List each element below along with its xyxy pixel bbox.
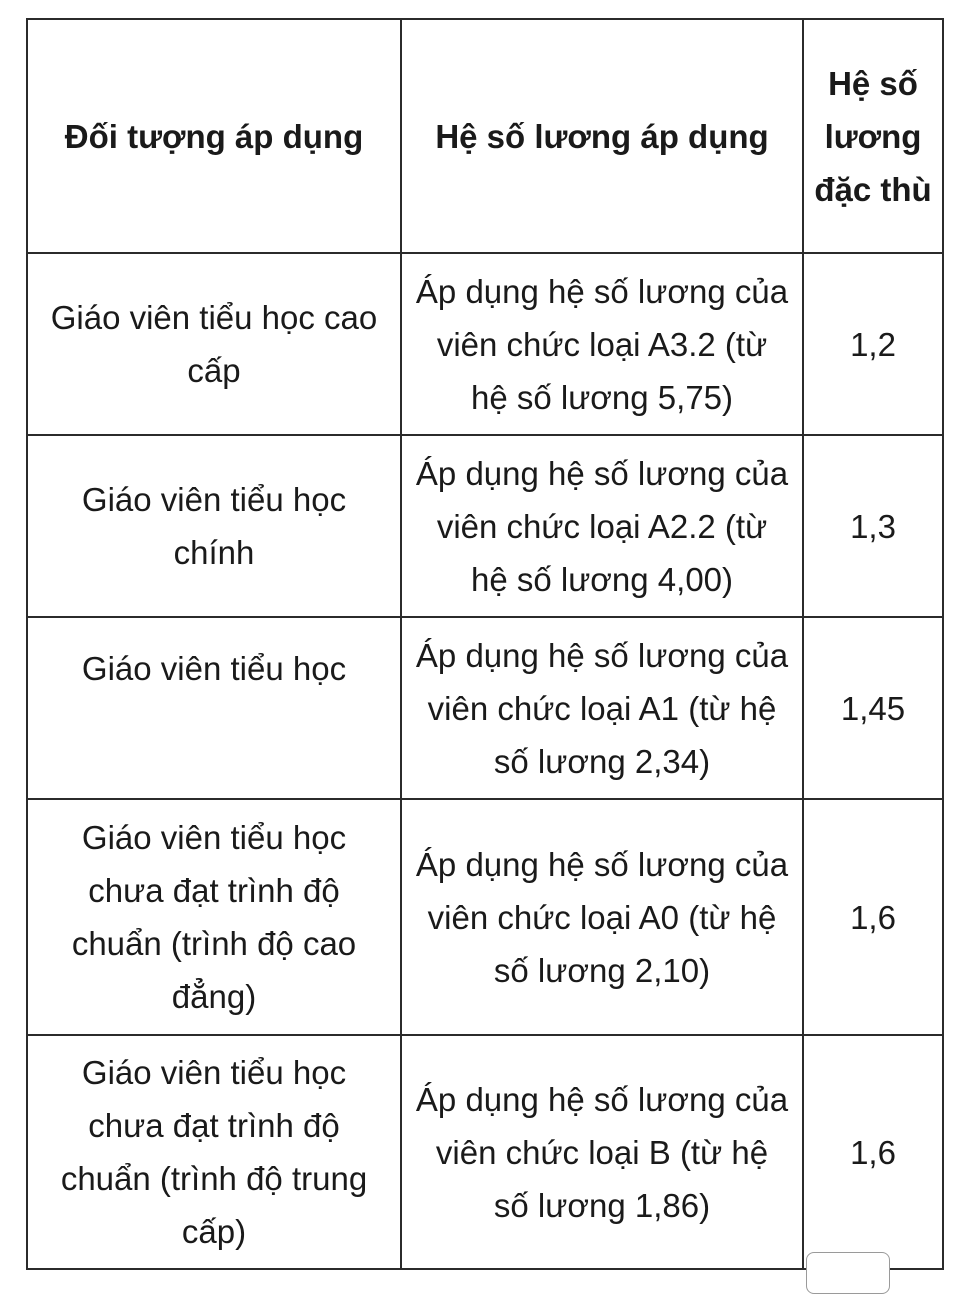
cell-coefficient: Áp dụng hệ số lương của viên chức loại A2.2 (từ hệ số lương 4,00): [401, 435, 803, 617]
header-coefficient: Hệ số lương áp dụng: [401, 19, 803, 253]
cell-special: 1,6: [803, 799, 943, 1035]
cell-subject: Giáo viên tiểu học chưa đạt trình độ chuẩn (trình độ trung cấp): [27, 1035, 401, 1269]
table-row: [27, 617, 943, 799]
floating-tab[interactable]: [806, 1252, 890, 1294]
table-row: [27, 1035, 943, 1269]
cell-special: 1,6: [803, 1035, 943, 1269]
cell-subject: Giáo viên tiểu học chưa đạt trình độ chuẩn (trình độ cao đẳng): [27, 799, 401, 1035]
cell-subject: Giáo viên tiểu học chính: [27, 435, 401, 617]
table-header-row: [27, 19, 943, 253]
cell-coefficient: Áp dụng hệ số lương của viên chức loại A1 (từ hệ số lương 2,34): [401, 617, 803, 799]
cell-special: 1,45: [803, 617, 943, 799]
cell-subject: Giáo viên tiểu học cao cấp: [27, 253, 401, 435]
cell-special: 1,2: [803, 253, 943, 435]
salary-coefficient-table: [26, 18, 944, 1270]
cell-coefficient: Áp dụng hệ số lương của viên chức loại A3.2 (từ hệ số lương 5,75): [401, 253, 803, 435]
header-subject: Đối tượng áp dụng: [27, 19, 401, 253]
table-row: [27, 253, 943, 435]
salary-table-container: [26, 18, 942, 1270]
cell-coefficient: Áp dụng hệ số lương của viên chức loại A0 (từ hệ số lương 2,10): [401, 799, 803, 1035]
cell-subject: Giáo viên tiểu học: [27, 617, 401, 799]
table-row: [27, 435, 943, 617]
cell-coefficient: Áp dụng hệ số lương của viên chức loại B (từ hệ số lương 1,86): [401, 1035, 803, 1269]
table-row: [27, 799, 943, 1035]
header-special-coefficient: Hệ số lương đặc thù: [803, 19, 943, 253]
cell-special: 1,3: [803, 435, 943, 617]
